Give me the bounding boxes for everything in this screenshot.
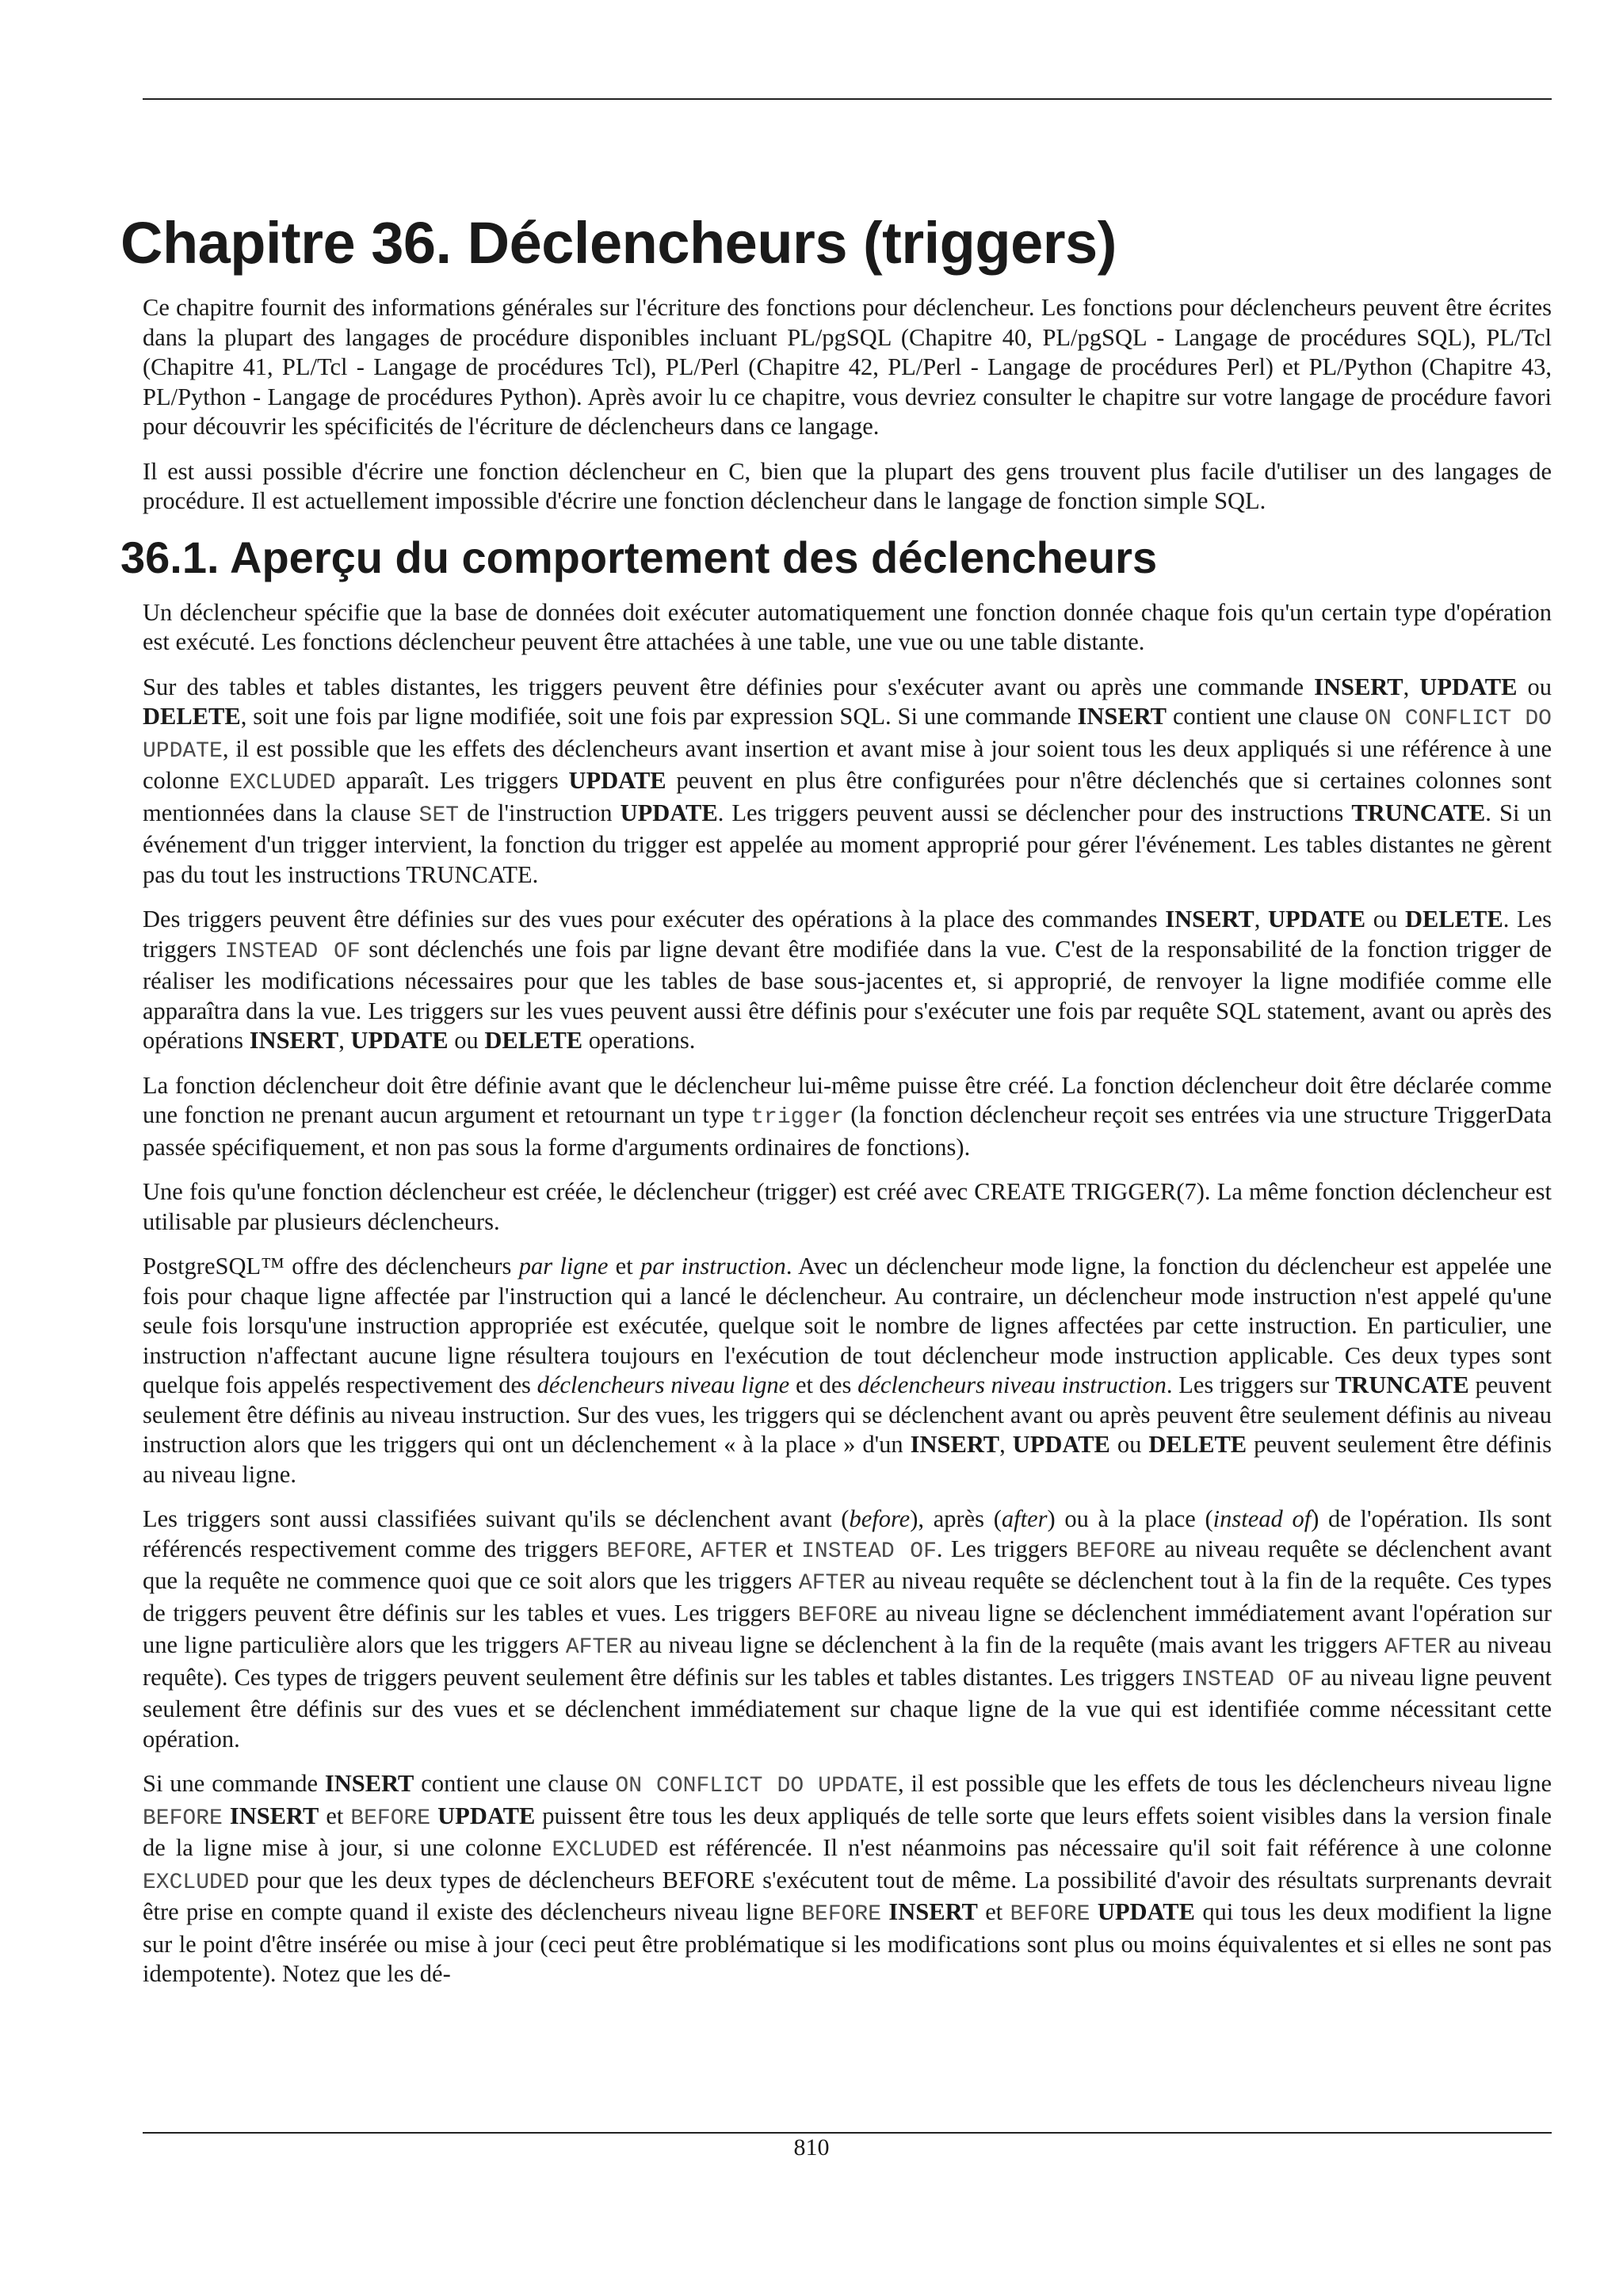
inline-code: BEFORE bbox=[1010, 1902, 1090, 1927]
bold-term: UPDATE bbox=[1419, 673, 1518, 700]
inline-code: BEFORE bbox=[801, 1902, 882, 1927]
text-run: au niveau ligne se déclenchent à la fin de la requête (mais avant les triggers bbox=[632, 1631, 1384, 1658]
inline-code: INSTEAD OF bbox=[1181, 1667, 1315, 1692]
inline-code: BEFORE bbox=[797, 1603, 878, 1628]
inline-code: trigger bbox=[750, 1105, 844, 1130]
text-run: au niveau requête se déclenchent tout à la fin de la requête. Ces types de triggers peuvent être définis sur les tables et vues. Les triggers bbox=[143, 1567, 1552, 1627]
bold-term: TRUNCATE bbox=[1351, 799, 1486, 826]
text-run: Des triggers peuvent être définies sur des vues pour exécuter des opérations à la place des commandes bbox=[143, 906, 1166, 933]
bold-term: DELETE bbox=[484, 1027, 583, 1054]
paragraph-intro bbox=[120, 293, 1552, 442]
text-run: peuvent seulement être définis au niveau ligne. bbox=[143, 1431, 1552, 1488]
text-run: de l'instruction bbox=[459, 799, 621, 826]
bold-term: INSERT bbox=[910, 1431, 1000, 1458]
text-run bbox=[430, 1802, 437, 1829]
text-run: ou bbox=[448, 1027, 485, 1054]
bold-term: DELETE bbox=[1148, 1431, 1247, 1458]
page-number: 810 bbox=[793, 2134, 830, 2161]
text-run: apparaît. Les triggers bbox=[335, 767, 569, 794]
bold-term: UPDATE bbox=[568, 767, 666, 794]
section-title: 36.1. Aperçu du comportement des déclencheurs bbox=[120, 532, 1158, 582]
text-run: ), après ( bbox=[910, 1505, 1002, 1532]
inline-code: SET bbox=[418, 803, 460, 828]
italic-term: déclencheurs niveau instruction bbox=[857, 1371, 1167, 1398]
italic-term: after bbox=[1001, 1505, 1048, 1532]
inline-code: ON CONFLICT DO UPDATE bbox=[615, 1774, 898, 1798]
text-run: . Les triggers bbox=[936, 1535, 1076, 1562]
text-run: PostgreSQL™ offre des déclencheurs bbox=[143, 1253, 519, 1280]
text-run: est référencée. Il n'est néanmoins pas nécessaire qu'il soit fait référence à une colonne bbox=[658, 1834, 1552, 1861]
text-run: Si une commande bbox=[143, 1770, 325, 1797]
bold-term: UPDATE bbox=[1268, 906, 1366, 933]
text-run: , bbox=[1254, 906, 1269, 933]
text-run: et bbox=[977, 1898, 1010, 1925]
bold-term: INSERT bbox=[249, 1027, 339, 1054]
inline-code: BEFORE bbox=[350, 1806, 431, 1831]
paragraph-row-statement bbox=[120, 1252, 1552, 1489]
inline-code: EXCLUDED bbox=[552, 1838, 659, 1863]
text-run: operations. bbox=[582, 1027, 696, 1054]
text-run: , bbox=[686, 1535, 701, 1562]
text-run: ) ou à la place ( bbox=[1047, 1505, 1213, 1532]
text-run: pour que les deux types de déclencheurs BEFORE s'exécutent tout de même. La possibilité d'avoir des résultats surprenants devrait être prise en compte quand il existe des déclencheurs niveau ligne bbox=[143, 1866, 1552, 1925]
inline-code: BEFORE bbox=[606, 1539, 687, 1564]
text-run: qui tous les deux modifient la ligne sur le point d'être insérée ou mise à jour (ceci peut être problématique si les modifications sont plus ou moins équivalentes et si elles ne sont pas idempotente). Notez que les dé- bbox=[143, 1898, 1552, 1987]
bold-term: UPDATE bbox=[437, 1802, 536, 1829]
text-run bbox=[223, 1802, 230, 1829]
text-run: Sur des tables et tables distantes, les triggers peuvent être définies pour s'exécuter avant ou après une commande bbox=[143, 673, 1315, 700]
text-run: et des bbox=[789, 1371, 858, 1398]
text-run: La fonction déclencheur doit être définie avant que le déclencheur lui-même puisse être créé. La fonction déclencheur doit être déclarée comme une fonction ne prenant aucun argument et retournant un type bbox=[143, 1071, 1552, 1128]
bold-term: INSERT bbox=[1314, 673, 1403, 700]
text-run: . Les triggers peuvent aussi se déclencher pour des instructions bbox=[717, 799, 1352, 826]
text-run: au niveau ligne se déclenchent immédiatement avant l'opération sur une ligne particulière alors que les triggers bbox=[143, 1599, 1552, 1658]
text-run: , bbox=[1403, 673, 1420, 700]
text-run: et bbox=[767, 1535, 802, 1562]
text-run: , bbox=[999, 1431, 1013, 1458]
inline-code: AFTER bbox=[701, 1539, 768, 1564]
page-content bbox=[120, 208, 1555, 2004]
bold-term: UPDATE bbox=[350, 1027, 449, 1054]
text-run: Une fois qu'une fonction déclencheur est créée, le déclencheur (trigger) est créé avec CREATE TRIGGER(7). La même fonction déclencheur est utilisable par plusieurs déclencheurs. bbox=[143, 1178, 1552, 1235]
inline-code: AFTER bbox=[798, 1571, 865, 1596]
inline-code: BEFORE bbox=[1075, 1539, 1156, 1564]
bold-term: DELETE bbox=[143, 703, 241, 730]
text-run: . Les triggers bbox=[143, 906, 1552, 963]
bold-term: DELETE bbox=[1404, 906, 1503, 933]
text-run: , il est possible que les effets de tous les déclencheurs niveau ligne bbox=[898, 1770, 1552, 1797]
paragraph-tables bbox=[120, 673, 1552, 891]
text-run: . Les triggers sur bbox=[1166, 1371, 1335, 1398]
header-rule bbox=[143, 98, 1552, 100]
text-run: au niveau ligne peuvent seulement être définis sur des vues et se déclenchent immédiatement sur chaque ligne de la vue qui est identifiée comme nécessitant cette opération. bbox=[143, 1663, 1552, 1753]
text-run: ou bbox=[1517, 673, 1552, 700]
inline-code: ON CONFLICT DO UPDATE bbox=[143, 707, 1552, 764]
text-run: et bbox=[608, 1253, 640, 1280]
text-run: ou bbox=[1365, 906, 1405, 933]
text-run: peuvent en plus être configurées pour n'être déclenchés que si certaines colonnes sont mentionnées dans la clause bbox=[143, 767, 1552, 826]
text-run: , bbox=[338, 1027, 351, 1054]
bold-term: INSERT bbox=[324, 1770, 414, 1797]
italic-term: par instruction bbox=[640, 1253, 786, 1280]
italic-term: déclencheurs niveau ligne bbox=[537, 1371, 790, 1398]
bold-term: INSERT bbox=[1165, 906, 1254, 933]
inline-code: EXCLUDED bbox=[143, 1870, 250, 1895]
chapter-title: Chapitre 36. Déclencheurs (triggers) bbox=[120, 210, 1117, 276]
text-run: contient une clause bbox=[414, 1770, 616, 1797]
paragraph-c-functions bbox=[120, 457, 1552, 517]
paragraph-create-trigger bbox=[120, 1177, 1552, 1237]
paragraph-views bbox=[120, 905, 1552, 1056]
inline-code: BEFORE bbox=[143, 1806, 223, 1831]
text-run: , soit une fois par ligne modifiée, soit une fois par expression SQL. Si une commande bbox=[240, 703, 1078, 730]
paragraph-before-after bbox=[120, 1505, 1552, 1754]
italic-term: par ligne bbox=[518, 1253, 609, 1280]
bold-term: UPDATE bbox=[620, 799, 718, 826]
text-run: Il est aussi possible d'écrire une fonction déclencheur en C, bien que la plupart des gens trouvent plus facile d'utiliser un des langages de procédure. Il est actuellement impossible d'écrire une fonction déclencheur dans le langage de fonction simple SQL. bbox=[143, 457, 1552, 514]
text-run: sont déclenchés une fois par ligne devant être modifiée dans la vue. C'est de la responsabilité de la fonction trigger de réaliser les modifications nécessaires pour que les tables de base sous-jacentes et, si approprié, de renvoyer la ligne modifiée comme elle apparaîtra dans la vue. Les triggers sur les vues peuvent aussi être définis pour s'exécuter une fois par requête SQL statement, avant ou après des opérations bbox=[143, 935, 1552, 1054]
paragraph-function-definition bbox=[120, 1071, 1552, 1163]
paragraph-on-conflict bbox=[120, 1769, 1552, 1989]
text-run: peuvent seulement être définis au niveau instruction. Sur des vues, les triggers qui se déclenchent avant ou après peuvent être seulement définis au niveau instruction alors que les triggers qui ont un déclenchement « à la place » d'un bbox=[143, 1371, 1552, 1458]
text-run: au niveau requête se déclenchent avant que la requête ne commence quoi que ce soit alors que les triggers bbox=[143, 1535, 1552, 1594]
bold-term: UPDATE bbox=[1097, 1898, 1195, 1925]
paragraph-overview bbox=[120, 598, 1552, 658]
text-run bbox=[881, 1898, 888, 1925]
text-run: Ce chapitre fournit des informations générales sur l'écriture des fonctions pour déclencheur. Les fonctions pour déclencheurs peuvent être écrites dans la plupart des langages de procédure disponibles incluant PL/pgSQL (Chapitre 40, PL/pgSQL - Langage de procédures SQL), PL/Tcl (Chapitre 41, PL/Tcl - Langage de procédures Tcl), PL/Perl (Chapitre 42, PL/Perl - Langage de procédures Perl) et PL/Python (Chapitre 43, PL/Python - Langage de procédures Python). Après avoir lu ce chapitre, vous devriez consulter le chapitre sur votre langage de procédure favori pour découvrir les spécificités de l'écriture de déclencheurs dans ce langage. bbox=[143, 294, 1552, 440]
text-run: . Si un événement d'un trigger intervient, la fonction du trigger est appelée au moment approprié pour gérer l'événement. Les tables distantes ne gèrent pas du tout les instructions TRUNCATE. bbox=[143, 799, 1552, 888]
text-run: Les triggers sont aussi classifiées suivant qu'ils se déclenchent avant ( bbox=[143, 1505, 850, 1532]
text-run: puissent être tous les deux appliqués de telle sorte que leurs effets soient visibles dans la version finale de la ligne mise à jour, si une colonne bbox=[143, 1802, 1552, 1861]
inline-code: INSTEAD OF bbox=[224, 939, 361, 964]
bold-term: TRUNCATE bbox=[1335, 1371, 1469, 1398]
text-run: . Avec un déclencheur mode ligne, la fonction du déclencheur est appelée une fois pour chaque ligne affectée par l'instruction qui a lancé le déclencheur. Au contraire, un déclencheur mode instruction n'est appelé qu'une seule fois lorsqu'une instruction appropriée est exécutée, quelque soit le nombre de lignes affectées par cette instruction. En particulier, une instruction n'affectant aucune ligne résultera toujours en l'exécution de tout déclencheur mode instruction applicable. Ces deux types sont quelque fois appelés respectivement des bbox=[143, 1253, 1552, 1398]
bold-term: INSERT bbox=[1077, 703, 1167, 730]
bold-term: INSERT bbox=[229, 1802, 319, 1829]
bold-term: INSERT bbox=[888, 1898, 978, 1925]
italic-term: instead of bbox=[1212, 1505, 1312, 1532]
inline-code: AFTER bbox=[565, 1635, 632, 1660]
bold-term: UPDATE bbox=[1012, 1431, 1110, 1458]
inline-code: EXCLUDED bbox=[229, 771, 336, 795]
text-run: contient une clause bbox=[1167, 703, 1365, 730]
text-run: (la fonction déclencheur reçoit ses entrées via une structure TriggerData passée spécifiquement, et non pas sous la forme d'arguments ordinaires de fonctions). bbox=[143, 1101, 1552, 1161]
inline-code: AFTER bbox=[1384, 1635, 1451, 1660]
text-run: ) de l'opération. Ils sont référencés respectivement comme des triggers bbox=[143, 1505, 1552, 1562]
text-run bbox=[1090, 1898, 1097, 1925]
italic-term: before bbox=[849, 1505, 911, 1532]
text-run: et bbox=[319, 1802, 351, 1829]
text-run: au niveau requête). Ces types de triggers peuvent seulement être définis sur les tables et tables distantes. Les triggers bbox=[143, 1631, 1552, 1691]
text-run: Un déclencheur spécifie que la base de données doit exécuter automatiquement une fonction donnée chaque fois qu'un certain type d'opération est exécuté. Les fonctions déclencheur peuvent être attachées à une table, une vue ou une table distante. bbox=[143, 598, 1552, 655]
text-run: , il est possible que les effets des déclencheurs avant insertion et avant mise à jour soient tous les deux appliqués si une référence à une colonne bbox=[143, 734, 1552, 794]
text-run: ou bbox=[1109, 1431, 1149, 1458]
inline-code: INSTEAD OF bbox=[801, 1539, 937, 1564]
